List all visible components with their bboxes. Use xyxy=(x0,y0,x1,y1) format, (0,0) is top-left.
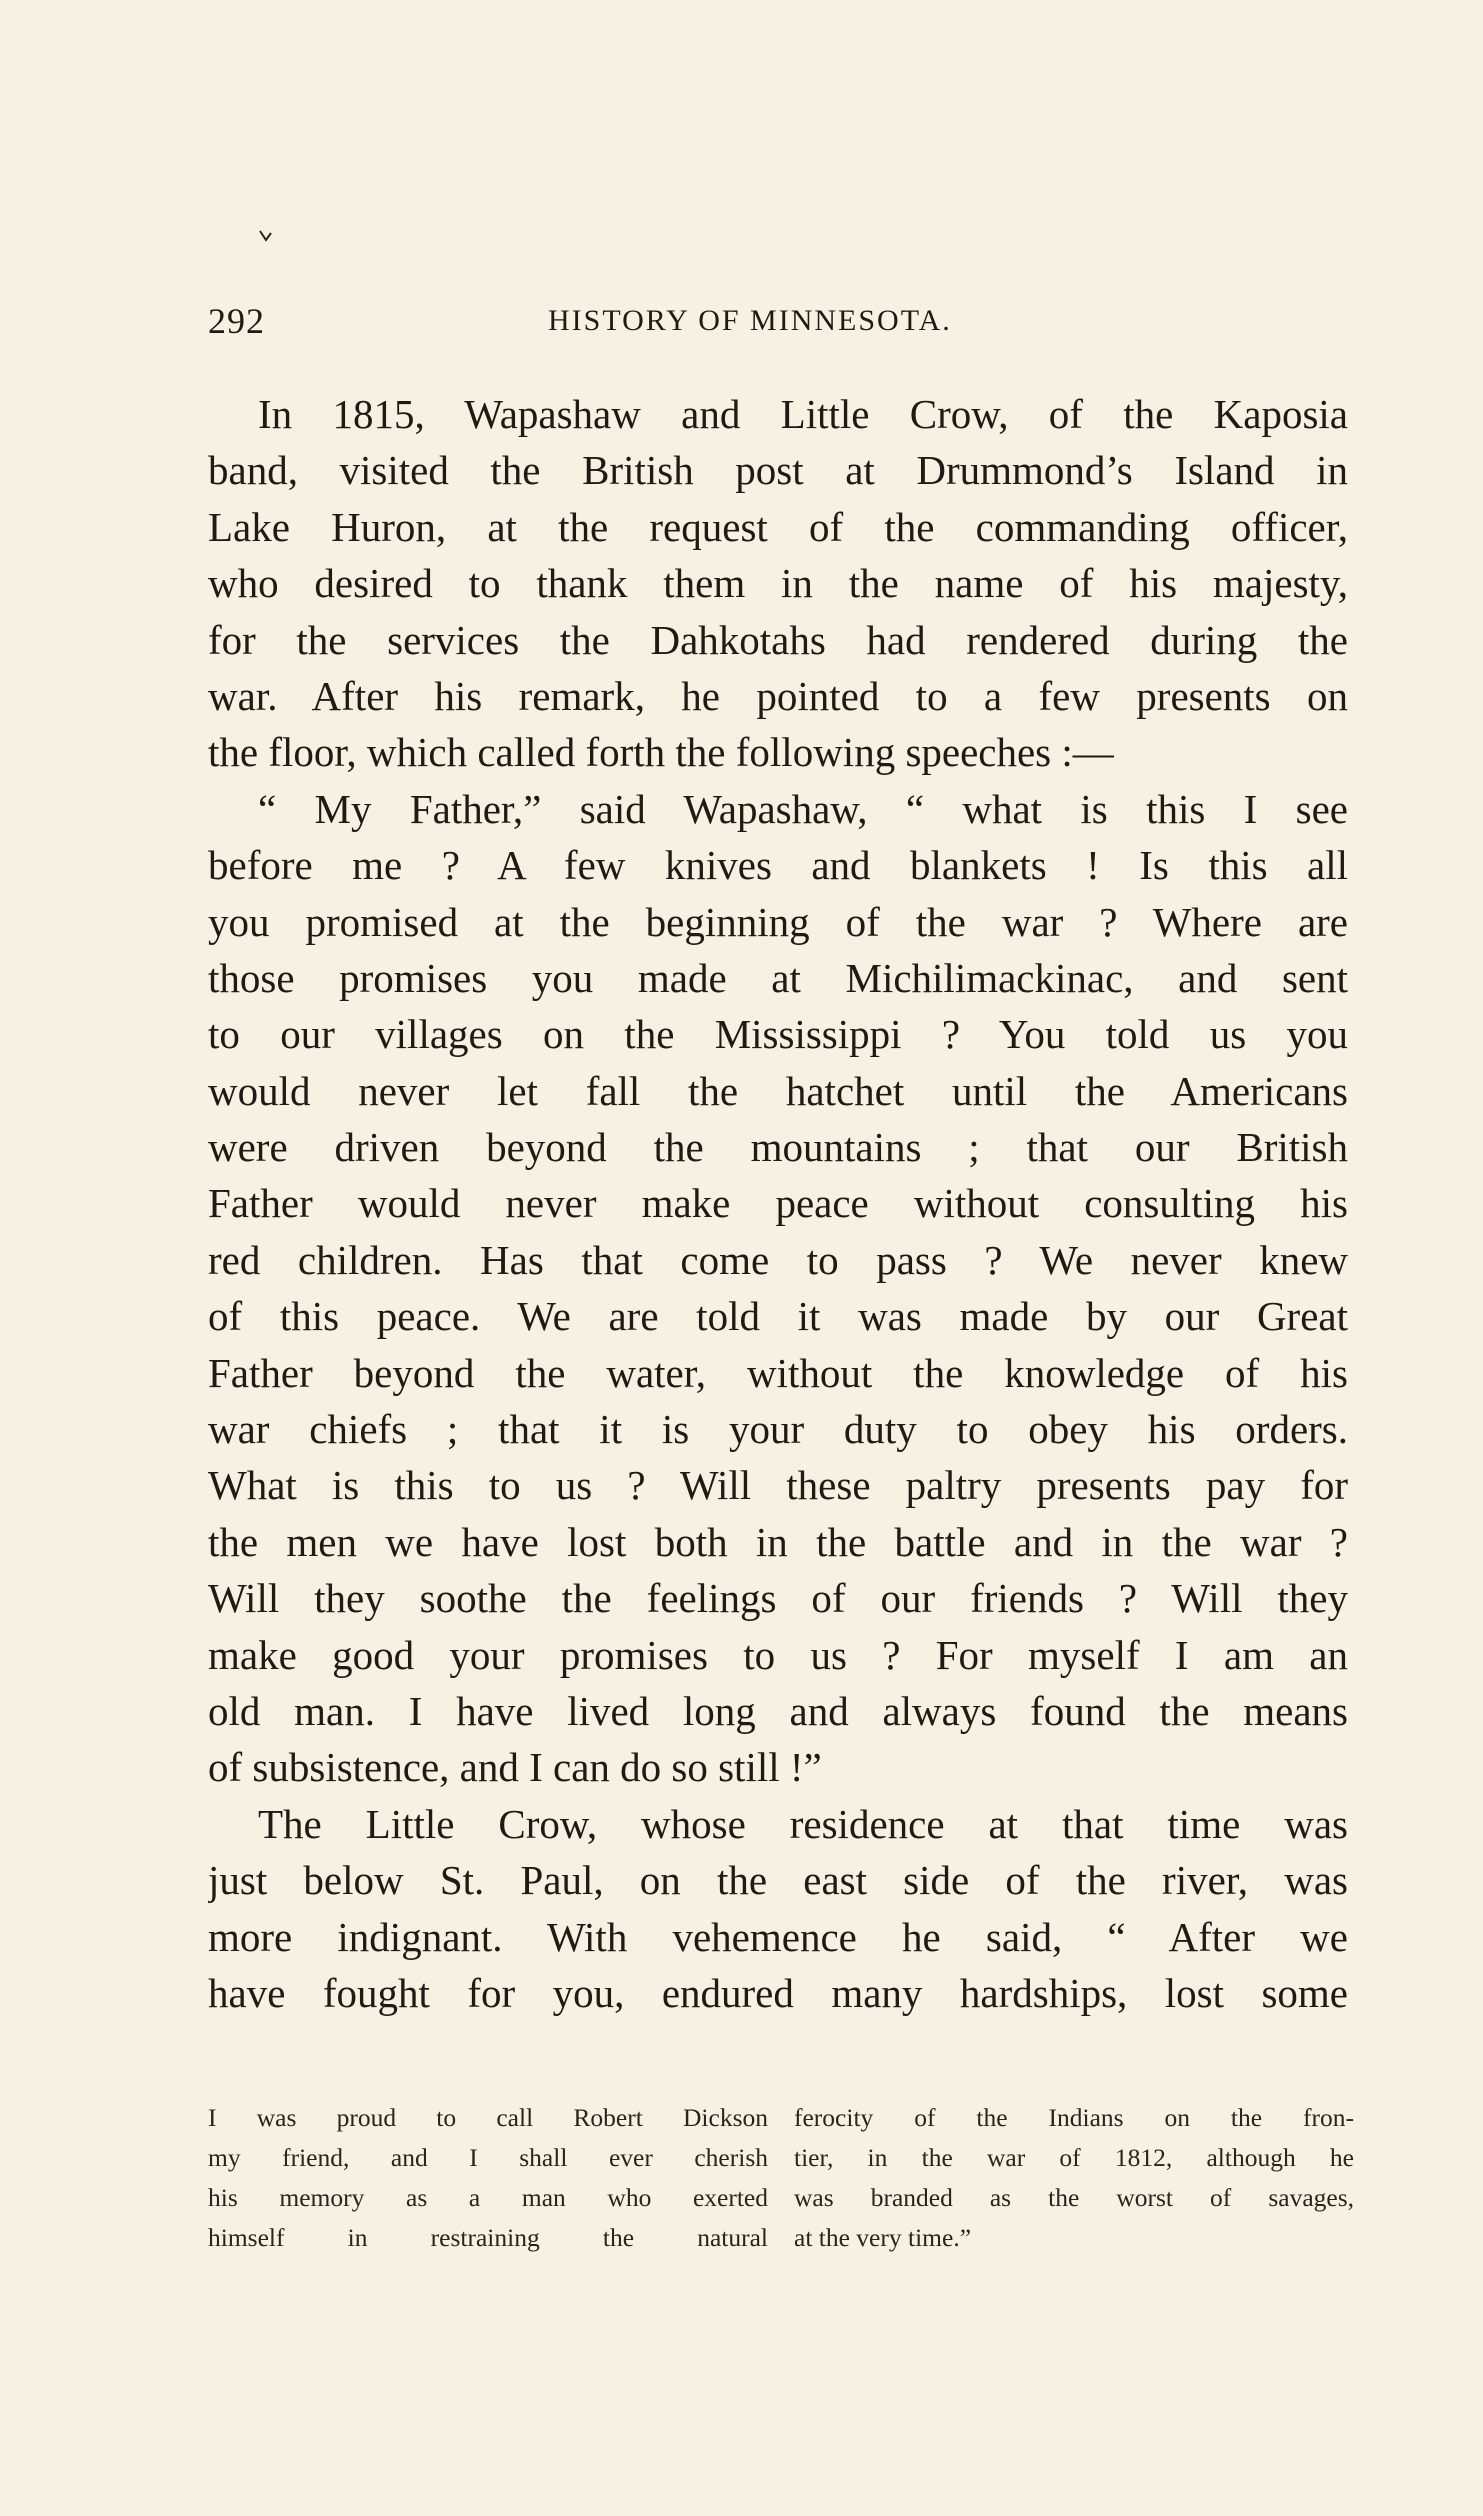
footnote-line: I was proud to call Robert Dickson xyxy=(208,2103,768,2132)
footnote-line: my friend, and I shall ever cherish xyxy=(208,2143,768,2172)
text-line: of subsistence, and I can do so still !” xyxy=(208,1744,822,1791)
text-line: make good your promises to us ? For myself I am an xyxy=(208,1631,1348,1678)
footnote-line: tier, in the war of 1812, although he xyxy=(794,2143,1354,2172)
text-line: “ My Father,” said Wapashaw, “ what is this I see xyxy=(258,785,1348,832)
text-line: In 1815, Wapashaw and Little Crow, of the Kaposia xyxy=(258,391,1348,437)
text-line: you promised at the beginning of the war ? Where are xyxy=(208,898,1348,945)
text-line: to our villages on the Mississippi ? You told us you xyxy=(208,1011,1348,1058)
footnote-line: himself in restraining the natural xyxy=(208,2223,768,2252)
text-line: band, visited the British post at Drummond’s Island in xyxy=(208,447,1348,494)
text-line: just below St. Paul, on the east side of the river, was xyxy=(208,1857,1348,1904)
page-number: 292 xyxy=(208,301,265,341)
footnote-column-right xyxy=(794,2098,1354,2258)
text-line: who desired to thank them in the name of his majesty, xyxy=(208,560,1348,607)
text-line: Father would never make peace without consulting his xyxy=(208,1180,1348,1227)
text-line: old man. I have lived long and always found the means xyxy=(208,1687,1348,1734)
text-line: Will they soothe the feelings of our friends ? Will they xyxy=(208,1575,1348,1622)
text-line: would never let fall the hatchet until the Americans xyxy=(208,1067,1348,1114)
running-head xyxy=(208,300,1408,350)
text-line: Lake Huron, at the request of the commanding officer, xyxy=(208,503,1348,550)
footnote-line: his memory as a man who exerted xyxy=(208,2183,768,2212)
text-line: before me ? A few knives and blankets ! Is this all xyxy=(208,842,1348,889)
main-text xyxy=(208,386,1348,2021)
text-line: war chiefs ; that it is your duty to obey his orders. xyxy=(208,1406,1348,1453)
text-line: of this peace. We are told it was made by our Great xyxy=(208,1293,1348,1340)
text-line: for the services the Dahkotahs had rendered during the xyxy=(208,616,1348,663)
text-line: the floor, which called forth the following speeches :— xyxy=(208,729,1114,776)
ink-speck-mark xyxy=(258,228,274,244)
running-title: HISTORY OF MINNESOTA. xyxy=(548,304,952,337)
footnote-line: at the very time.” xyxy=(794,2223,972,2252)
text-line: The Little Crow, whose residence at that time was xyxy=(258,1800,1348,1847)
text-line: red children. Has that come to pass ? We never knew xyxy=(208,1236,1348,1283)
text-line: Father beyond the water, without the knowledge of his xyxy=(208,1349,1348,1396)
text-line: were driven beyond the mountains ; that our British xyxy=(208,1124,1348,1171)
text-line: war. After his remark, he pointed to a few presents on xyxy=(208,672,1348,719)
text-line: have fought for you, endured many hardships, lost some xyxy=(208,1969,1348,2016)
footnote-line: ferocity of the Indians on the fron- xyxy=(794,2103,1354,2132)
footnote-column-left xyxy=(208,2098,768,2258)
footnote-line: was branded as the worst of savages, xyxy=(794,2183,1354,2212)
text-line: those promises you made at Michilimackinac, and sent xyxy=(208,954,1348,1001)
text-line: What is this to us ? Will these paltry presents pay for xyxy=(208,1462,1348,1509)
text-line: more indignant. With vehemence he said, “ After we xyxy=(208,1913,1348,1960)
text-line: the men we have lost both in the battle and in the war ? xyxy=(208,1518,1348,1565)
